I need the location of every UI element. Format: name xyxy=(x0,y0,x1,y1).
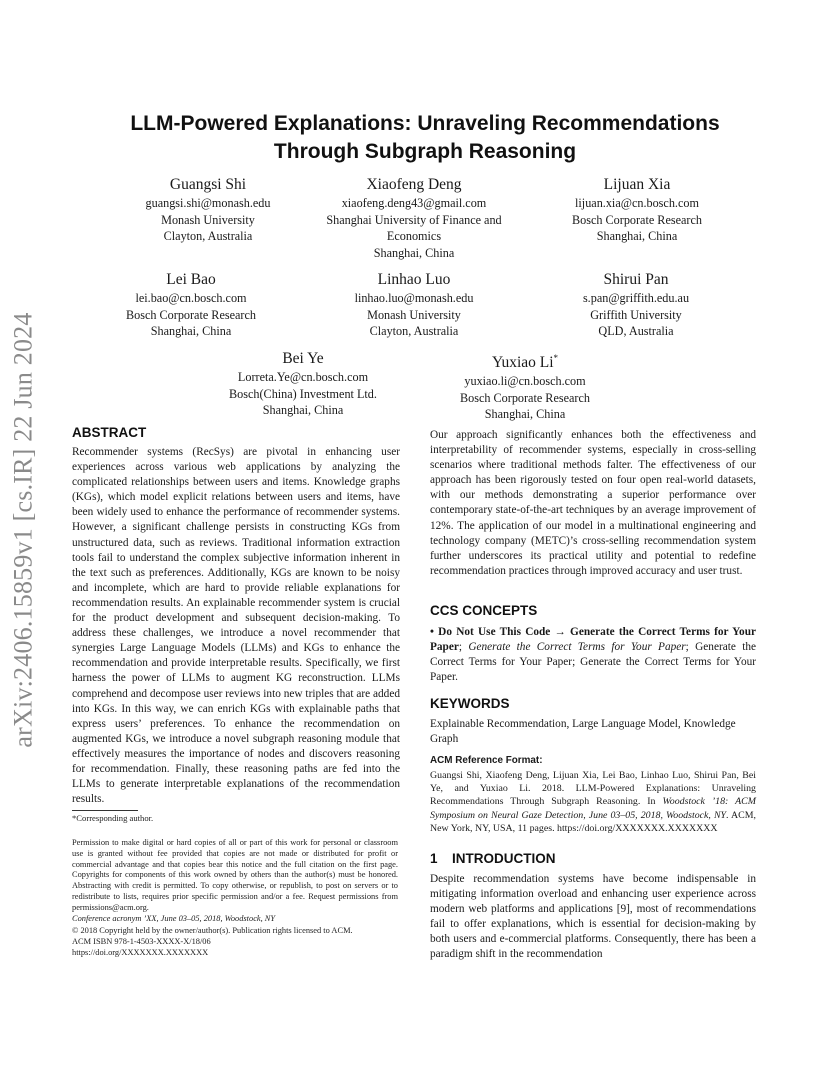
permission-notice: Permission to make digital or hard copies of all or part of this work for personal or classroom use is granted without fee provided that copies are not made or distributed for profit or commercial advantage and that copies bear this notice and the full citation on the first page. Copyrights for components of this work owned by others than the author(s) must be honored. Abstracting with credit is permitted. To copy otherwise, or republish, to post on servers or to redistribute to lists, requires prior specific permission and/or a fee. Request permissions from permissions@acm.org. xyxy=(72,838,398,912)
author-name: Bei Ye xyxy=(282,350,324,367)
author-block xyxy=(304,175,524,261)
author-affiliation: Monash University xyxy=(161,212,255,227)
corresponding-author-footnote: *Corresponding author. xyxy=(72,813,154,823)
acm-reference-authors: Guangsi Shi, Xiaofeng Deng, Lijuan Xia, Lei Bao, Linhao Luo, Shirui Pan, Bei Ye, and Yuxiao Li. 2018. LLM-Powered Explanations: Unraveling Recommendations Through Subgraph Reasoning. In xyxy=(430,770,756,808)
author-location: Shanghai, China xyxy=(150,324,232,338)
keywords-text: Explainable Recommendation, Large Language Model, Knowledge Graph xyxy=(430,718,736,746)
title-line-1: LLM-Powered Explanations: Unraveling Recommendations xyxy=(130,112,720,135)
section-number: 1 xyxy=(430,851,438,866)
author-affiliation: Bosch Corporate Research xyxy=(572,212,702,227)
acm-reference-venue: Woodstock ’18: ACM Symposium on Neural Gaze Detection, June 03–05, 2018, Woodstock, NY xyxy=(430,796,756,821)
author-location: Clayton, Australia xyxy=(163,229,253,243)
footnote-rule xyxy=(72,810,138,811)
introduction-text: Despite recommendation systems have become indispensable in mitigating information overload and enhancing user experience across modern web platforms and applications [9], most of recommendations fail to offer explanations, which is essential for decision-making by both users and e-commercial platforms. Consequently, there has been a paradigm shift in the recommendation xyxy=(430,873,756,961)
author-block xyxy=(537,175,737,245)
author-name: Lei Bao xyxy=(166,271,216,288)
author-name: Shirui Pan xyxy=(603,271,669,288)
author-affiliation: Shanghai University of Finance and xyxy=(326,212,502,227)
ccs-italic-term: Generate the Correct Terms for Your Paper xyxy=(468,641,686,654)
corresponding-mark: * xyxy=(553,353,559,363)
author-email: lijuan.xia@cn.bosch.com xyxy=(575,196,699,210)
author-affiliation: Bosch(China) Investment Ltd. xyxy=(229,386,377,401)
doi-line: https://doi.org/XXXXXXX.XXXXXXX xyxy=(72,948,209,957)
abstract-heading: ABSTRACT xyxy=(72,425,147,440)
author-email: linhao.luo@monash.edu xyxy=(354,291,474,305)
author-name: Guangsi Shi xyxy=(169,176,247,193)
author-location: QLD, Australia xyxy=(598,324,674,338)
author-name: Lijuan Xia xyxy=(603,176,671,193)
acm-reference-details: . ACM, New York, NY, USA, 11 pages. https://doi.org/XXXXXXX.XXXXXXX xyxy=(430,809,756,834)
abstract-continuation: Our approach significantly enhances both the effectiveness and interpretability of recommender systems, especially in cross-selling scenarios where traditional methods falter. The effectiveness of our approach has been rigorously tested on four open real-world datasets, with our methods demonstrating a superior performance over contemporary state-of-the-art techniques by an average improvement of 12%. The application of our model in a multinational engineering and technology company (METC)’s cross-selling recommendation system further underscores its practical utility and potential to redefine recommendation practices through improved accuracy and user trust. xyxy=(430,429,756,577)
author-email: guangsi.shi@monash.edu xyxy=(145,196,271,210)
section-title: INTRODUCTION xyxy=(452,851,556,866)
author-email: lei.bao@cn.bosch.com xyxy=(135,291,247,305)
arxiv-side-stamp xyxy=(4,300,44,760)
author-name: Linhao Luo xyxy=(377,271,451,288)
author-block xyxy=(314,270,514,340)
ccs-bullet: • Do Not Use This Code → Generate the Correct Terms for Your Paper xyxy=(430,626,756,654)
abstract-text: Recommender systems (RecSys) are pivotal in enhancing user experiences across various web applications by analyzing the complicated relationships between users and items. Knowledge graphs (KGs), which model explicit relations between users and items, have been widely used to enhance the performance of recommender systems. However, a significant challenge persists in constructing KGs from unstructured data, such as reviews. Traditional information extraction tools fail to understand the complex subjective information inherent in the text such as preferences. Additionally, KGs are known to be noisy and incomplete, which are hard to provide reliable explanations for recommendation results. An explainable recommender system is crucial for the product development and subsequent decision-making. To address these challenges, we introduce a novel recommender that synergies Large Language Models (LLMs) and KGs to enhance the recommendation and provide interpretable results. Specifically, we first harness the power of LLMs to augment KG reconstruction. LLMs comprehend and decompose user reviews into new triples that are added into KGs. In this way, we can enrich KGs with explainable paths that express users’ preferences. To enhance the recommendation on augmented KGs, we introduce a novel subgraph reasoning module that effectively measures the importance of nodes and discovers reasoning for recommendation. Finally, these reasoning paths are fed into the LLMs to generate interpretable explanations of the recommendation results. xyxy=(72,446,400,806)
keywords-heading: KEYWORDS xyxy=(430,696,510,711)
arxiv-identifier: arXiv:2406.15859v1 [cs.IR] 22 Jun 2024 xyxy=(9,312,38,748)
author-location: Clayton, Australia xyxy=(369,324,459,338)
author-affiliation: Bosch Corporate Research xyxy=(460,390,590,405)
author-name xyxy=(425,349,625,372)
author-block xyxy=(536,270,736,340)
ccs-rest: ; Generate the Correct Terms for Your Paper; Generate the Correct Terms for Your Paper. xyxy=(430,641,756,684)
introduction-heading xyxy=(430,851,556,866)
author-email: s.pan@griffith.edu.au xyxy=(582,291,690,305)
author-email: xiaofeng.deng43@gmail.com xyxy=(341,196,487,210)
author-location: Shanghai, China xyxy=(262,403,344,417)
author-affiliation: Griffith University xyxy=(590,307,682,322)
author-affiliation: Monash University xyxy=(367,307,461,322)
paper-title xyxy=(60,110,790,166)
conference-line: Conference acronym ’XX, June 03–05, 2018, Woodstock, NY xyxy=(72,914,276,923)
author-block xyxy=(108,175,308,245)
author-block xyxy=(203,349,403,419)
isbn-line: ACM ISBN 978-1-4503-XXXX-X/18/06 xyxy=(72,937,211,946)
author-email: yuxiao.li@cn.bosch.com xyxy=(464,374,586,389)
author-affiliation-cont: Economics xyxy=(386,229,442,243)
title-line-2: Through Subgraph Reasoning xyxy=(273,140,577,163)
author-location: Shanghai, China xyxy=(484,407,566,422)
acm-reference-text xyxy=(430,769,756,835)
author-affiliation: Bosch Corporate Research xyxy=(126,307,256,322)
author-block xyxy=(91,270,291,340)
author-block xyxy=(425,349,625,423)
author-name-text: Yuxiao Li xyxy=(491,354,554,372)
author-name: Xiaofeng Deng xyxy=(366,176,462,193)
author-location: Shanghai, China xyxy=(373,245,455,260)
author-location: Shanghai, China xyxy=(596,229,678,243)
copyright-line: © 2018 Copyright held by the owner/author(s). Publication rights licensed to ACM. xyxy=(72,926,353,935)
acm-reference-heading: ACM Reference Format: xyxy=(430,755,543,766)
ccs-concepts-text: • Do Not Use This Code → Generate the Correct Terms for Your Paper; Generate the Correct Terms for Your Paper; Generate the Correct Terms for Your Paper; Generate the Correct Terms for Your Paper. xyxy=(430,626,756,684)
author-email: Lorreta.Ye@cn.bosch.com xyxy=(237,370,369,384)
ccs-concepts-heading: CCS CONCEPTS xyxy=(430,603,538,618)
